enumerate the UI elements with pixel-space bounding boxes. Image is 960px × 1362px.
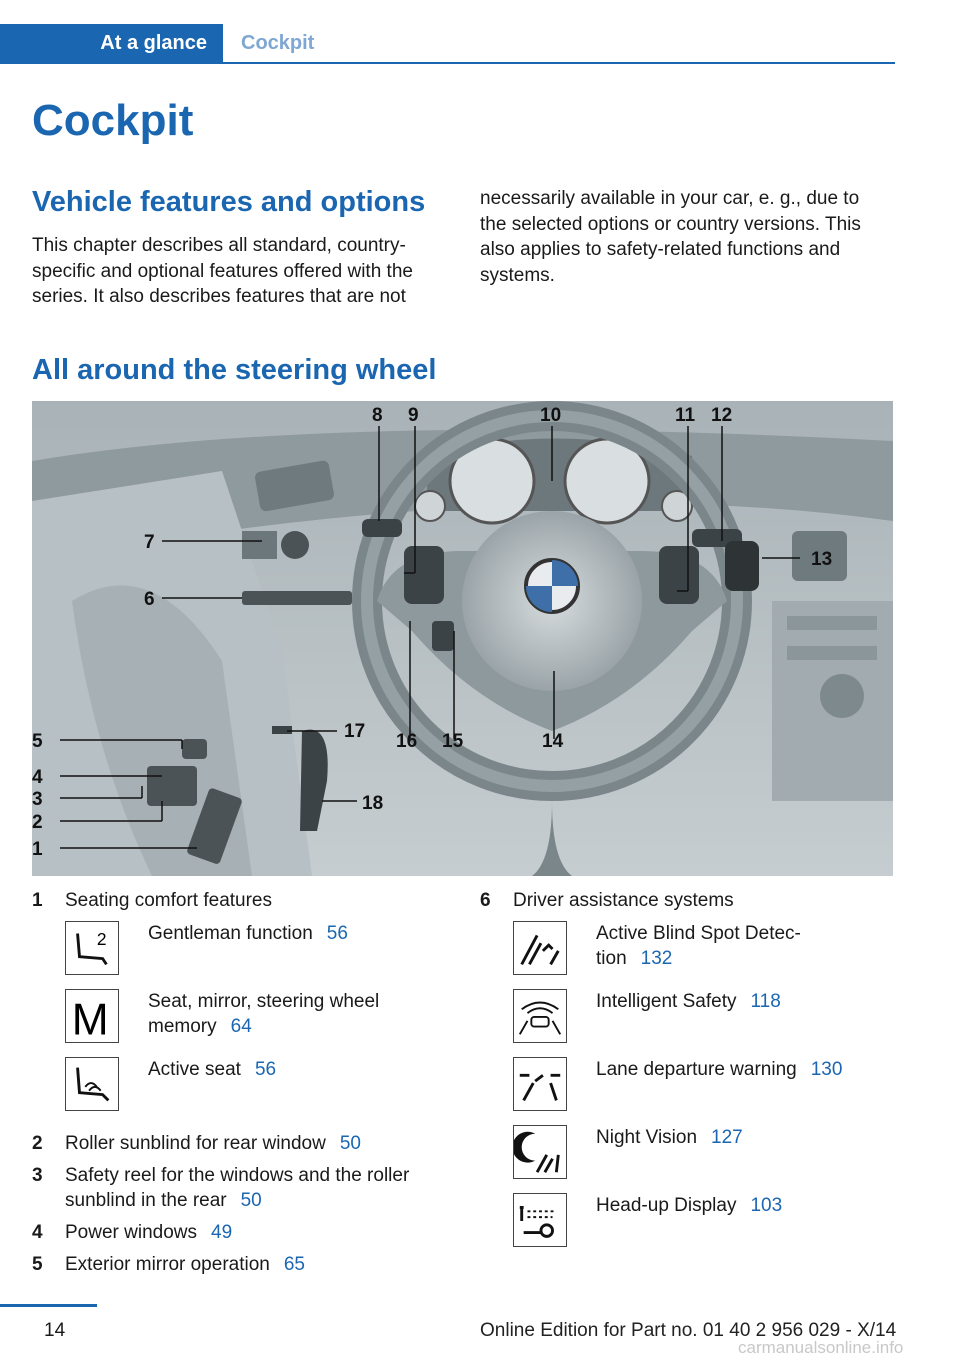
sub-item-active-seat: Active seat 56	[148, 1059, 277, 1080]
page-link[interactable]: 103	[750, 1195, 783, 1216]
feature-list-right: 6 Driver assistance systems Active Blind Spot Detec- tion 132 Intelligent Safety 118 Lane departure warning 130 Night Vision 127 Head-up Display 103	[480, 888, 895, 1258]
callout-8: 8	[372, 405, 383, 426]
sub-item-seat-mirror-memory: Seat, mirror, steering wheel memory 64	[148, 991, 380, 1037]
callout-5: 5	[32, 731, 43, 752]
page-link[interactable]: 56	[254, 1059, 277, 1080]
turn-signal-stalk	[362, 519, 402, 537]
callout-13: 13	[811, 549, 833, 570]
footer-divider	[0, 1304, 97, 1307]
page-link[interactable]: 50	[240, 1190, 262, 1211]
callout-3: 3	[32, 789, 43, 810]
console-knob	[820, 674, 864, 718]
tab-cockpit[interactable]: Cockpit	[241, 32, 315, 54]
sub-item-blind-spot: Active Blind Spot Detec- tion 132	[596, 923, 801, 969]
head-up-display-icon	[513, 1193, 567, 1247]
callout-2: 2	[32, 812, 43, 833]
sub-item-gentleman-function: Gentleman function 56	[148, 923, 348, 944]
tab-at-a-glance[interactable]: At a glance	[0, 24, 223, 62]
section-heading-steering-wheel: All around the steering wheel	[32, 354, 437, 386]
sub-item-head-up-display: Head-up Display 103	[596, 1195, 783, 1216]
sub-item-lane-departure: Lane departure warning 130	[596, 1059, 843, 1080]
page-link[interactable]: 130	[810, 1059, 843, 1080]
steering-buttons-left	[404, 546, 444, 604]
section-heading-vehicle-features: Vehicle features and options	[32, 186, 426, 218]
lane-departure-icon	[513, 1057, 567, 1111]
tab-bar	[0, 24, 895, 64]
window-switches	[147, 766, 197, 806]
edition-note: Online Edition for Part no. 01 40 2 956 029 - X/14	[480, 1320, 897, 1341]
cockpit-illustration	[32, 401, 893, 876]
svg-text:2: 2	[96, 929, 107, 950]
night-vision-icon	[513, 1125, 567, 1179]
feature-list-left: 1 Seating comfort features 2 Gentleman function 56 M Seat, mirror, steering wheel memory 64 Active seat 56 2 Roller sunblind for rear window 50 3 Safety reel for the windows and the roller sunblind in the rear 50 4 Power windows 49 5 Exterior mirror operation 65	[32, 890, 410, 1275]
sub-item-intelligent-safety: Intelligent Safety 118	[596, 991, 781, 1012]
callout-16: 16	[396, 731, 418, 752]
memory-m-icon	[65, 989, 119, 1043]
page-link[interactable]: 127	[711, 1127, 743, 1148]
callout-7: 7	[144, 532, 155, 553]
callout-10: 10	[540, 405, 562, 426]
intro-paragraph-col1: This chapter describes all standard, country- specific and optional features offered with the series. It also describes features that are not	[32, 235, 413, 307]
page-link[interactable]: 132	[640, 948, 673, 969]
watermark: carmanualsonline.info	[738, 1338, 904, 1357]
active-seat-icon	[65, 1057, 119, 1111]
driver-assistance-buttons	[242, 591, 352, 605]
callout-14: 14	[542, 731, 564, 752]
cruise-lever	[432, 621, 454, 651]
page-link[interactable]: 49	[211, 1222, 233, 1243]
callout-1: 1	[32, 839, 43, 860]
callout-15: 15	[442, 731, 464, 752]
callout-18: 18	[362, 793, 384, 814]
page-link[interactable]: 56	[326, 923, 348, 944]
page-link[interactable]: 118	[750, 991, 781, 1012]
sub-item-night-vision: Night Vision 127	[596, 1127, 743, 1148]
light-switch	[281, 531, 309, 559]
intelligent-safety-icon	[513, 989, 567, 1043]
steering-buttons-right	[659, 546, 699, 604]
hood-release	[272, 726, 292, 734]
blind-spot-icon	[513, 921, 567, 975]
callout-4: 4	[32, 767, 43, 788]
callout-11: 11	[675, 405, 696, 426]
svg-text:M: M	[71, 995, 109, 1042]
callout-12: 12	[711, 405, 733, 426]
page-link[interactable]: 65	[283, 1254, 305, 1275]
start-stop-button	[725, 541, 759, 591]
page-link[interactable]: 50	[339, 1133, 361, 1154]
callout-17: 17	[344, 721, 366, 742]
intro-paragraph-col2: necessarily available in your car, e. g., due to the selected options or country versions. This also applies to safety-related functions and systems.	[480, 188, 861, 286]
page-title: Cockpit	[32, 96, 194, 145]
page-link[interactable]: 64	[230, 1016, 252, 1037]
seat-2-icon	[65, 921, 119, 975]
callout-6: 6	[144, 589, 155, 610]
page-number: 14	[44, 1320, 66, 1341]
callout-9: 9	[408, 405, 419, 426]
mirror-switch	[182, 739, 207, 759]
